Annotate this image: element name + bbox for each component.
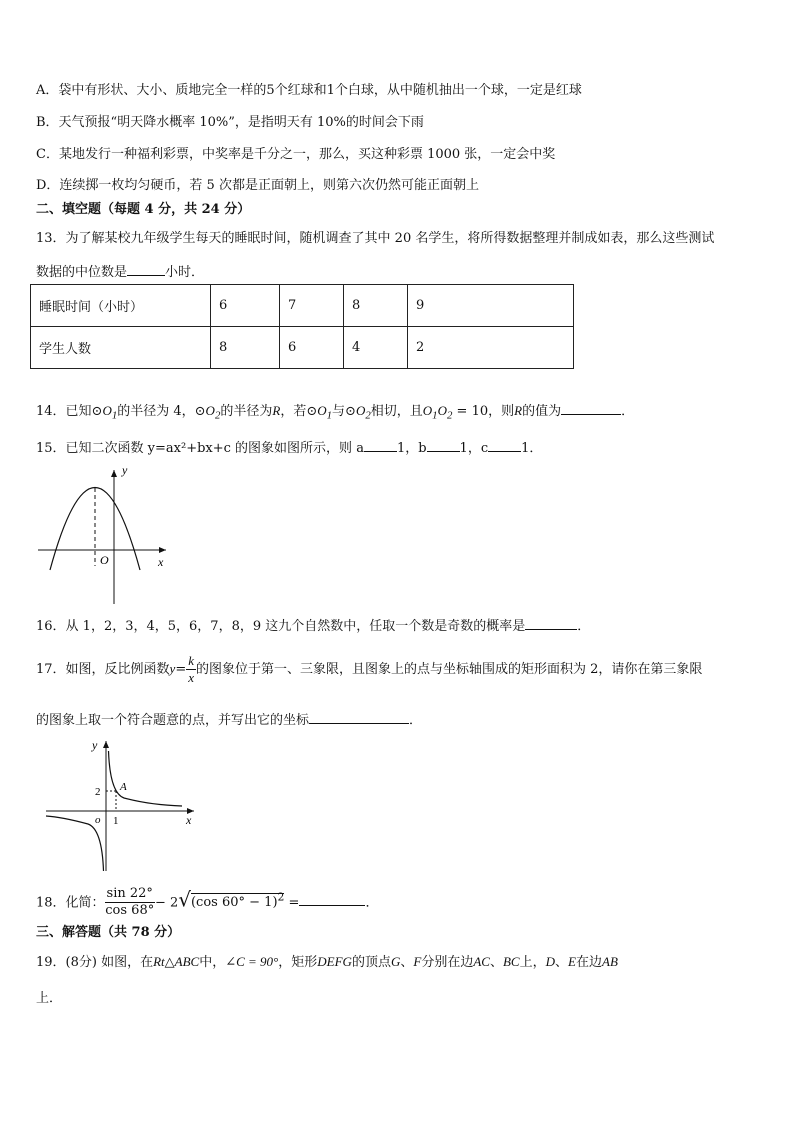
q14-math: O bbox=[205, 403, 215, 418]
table-cell: 2 bbox=[408, 327, 574, 369]
q14-text: 的半径为 bbox=[220, 404, 273, 419]
q16-text: 16．从 1，2，3，4，5，6，7，8，9 这九个自然数中，任取一个数是奇数的概率是 bbox=[36, 619, 526, 634]
q17-text: 的图象位于第一、三象限，且图象上的点与坐标轴围成的矩形面积为 2，请你在第三象限 bbox=[196, 662, 703, 677]
table-cell: 睡眠时间（小时） bbox=[31, 285, 211, 327]
table-cell: 学生人数 bbox=[31, 327, 211, 369]
q14-text: 的值为 bbox=[522, 404, 562, 419]
q16-answer-blank[interactable] bbox=[525, 616, 577, 630]
q14-math: O bbox=[437, 403, 447, 418]
q14-text: ，若⊙ bbox=[280, 404, 318, 419]
origin-label: O bbox=[100, 553, 109, 567]
sleep-table bbox=[30, 284, 574, 369]
q17-line1 bbox=[36, 653, 702, 686]
q17-fraction bbox=[186, 653, 196, 686]
table-cell: 8 bbox=[344, 285, 408, 327]
q19-line2: 上． bbox=[36, 991, 63, 1006]
q19-text: 、 bbox=[400, 955, 414, 970]
q19-text: 中， bbox=[199, 955, 226, 970]
q14-text: 的半径为 4，⊙ bbox=[117, 404, 206, 419]
q14-math: O bbox=[102, 403, 112, 418]
q17-x: x bbox=[188, 670, 195, 685]
q14-text: 14．已知⊙ bbox=[36, 404, 103, 419]
q17-line2 bbox=[36, 710, 422, 730]
q19-text: 、 bbox=[555, 955, 569, 970]
q14-line bbox=[36, 401, 634, 425]
point-a-label: A bbox=[120, 781, 127, 793]
table-cell: 4 bbox=[344, 327, 408, 369]
q14-eq: = 10 bbox=[452, 404, 489, 419]
q17-answer-blank[interactable] bbox=[309, 710, 409, 724]
table-row bbox=[31, 327, 574, 369]
q13-line1: 13．为了解某校九年级学生每天的睡眠时间，随机调查了其中 20 名学生，将所得数据整理并制成如表，那么这些测试 bbox=[36, 231, 715, 246]
q19-text: 分别在边 bbox=[421, 955, 474, 970]
q18-text: = bbox=[284, 895, 300, 911]
q18-line bbox=[36, 880, 378, 921]
q14-answer-blank[interactable] bbox=[561, 401, 621, 415]
q19-math: AC bbox=[473, 954, 490, 969]
q19-math: G bbox=[390, 954, 401, 969]
q18-answer-blank[interactable] bbox=[299, 892, 365, 906]
x-axis-label: x bbox=[158, 555, 164, 569]
q18-fraction bbox=[105, 886, 155, 919]
q15-blank-c[interactable] bbox=[488, 438, 521, 452]
q18-denominator: cos 68° bbox=[105, 903, 155, 919]
q14-math: O bbox=[422, 403, 433, 418]
section3-title: 三、解答题（共 78 分） bbox=[36, 925, 181, 940]
q15-text: 1，b bbox=[396, 441, 427, 456]
q14-sub: 2 bbox=[365, 409, 371, 422]
q14-text: 相切，且 bbox=[370, 404, 423, 419]
q17-text: 17．如图，反比例函数 bbox=[36, 662, 170, 677]
q19-math: D bbox=[545, 954, 556, 969]
q19-text: 在边 bbox=[575, 955, 602, 970]
q18-text: − 2 bbox=[154, 895, 179, 911]
q14-text: ． bbox=[621, 404, 635, 419]
q17-eq: = bbox=[175, 662, 187, 677]
q19-text: 的顶点 bbox=[351, 955, 391, 970]
q15-blank-a[interactable] bbox=[364, 438, 397, 452]
q14-sub: 1 bbox=[326, 409, 333, 422]
q18-numerator: sin 22° bbox=[106, 886, 153, 902]
q14-math: O bbox=[355, 403, 366, 418]
q13-answer-blank[interactable] bbox=[127, 262, 165, 276]
q19-text: 、 bbox=[489, 955, 503, 970]
q17-math: y bbox=[169, 661, 176, 676]
table-cell: 6 bbox=[211, 285, 280, 327]
q14-math: R bbox=[272, 403, 281, 418]
origin-label: o bbox=[95, 814, 101, 826]
option-d: D．连续掷一枚均匀硬币，若 5 次都是正面朝上，则第六次仍然可能正面朝上 bbox=[36, 178, 479, 193]
q14-sub: 1 bbox=[432, 409, 438, 422]
y-axis-label: y bbox=[122, 463, 128, 477]
q13-line2 bbox=[36, 262, 204, 282]
q14-math: O bbox=[317, 403, 327, 418]
q14-sub: 1 bbox=[111, 409, 118, 422]
q14-text: 与⊙ bbox=[332, 404, 356, 419]
hyperbola-graph bbox=[40, 735, 200, 875]
q15-text: 1，c bbox=[459, 441, 489, 456]
q18-radicand bbox=[191, 893, 284, 910]
q17-k: k bbox=[188, 653, 195, 668]
q16-line bbox=[36, 616, 590, 636]
q18-text: ． bbox=[365, 895, 379, 911]
q19-text: 上， bbox=[519, 955, 546, 970]
q17-text: 的图象上取一个符合题意的点，并写出它的坐标 bbox=[36, 713, 310, 728]
q14-sub: 2 bbox=[214, 409, 221, 422]
table-cell: 7 bbox=[280, 285, 344, 327]
q15-blank-b[interactable] bbox=[427, 438, 460, 452]
q14-math: R bbox=[514, 403, 523, 418]
q14-text: ，则 bbox=[488, 404, 515, 419]
option-c: C．某地发行一种福利彩票，中奖率是千分之一，那么，买这种彩票 1000 张，一定会中奖 bbox=[36, 147, 556, 162]
q13-text-a: 数据的中位数是 bbox=[36, 265, 128, 280]
q19-math: AB bbox=[602, 954, 618, 969]
q19-text: ，矩形 bbox=[278, 955, 318, 970]
section2-title: 二、填空题（每题 4 分，共 24 分） bbox=[36, 202, 251, 217]
tick-label-1: 1 bbox=[113, 815, 119, 827]
q14-sub: 2 bbox=[446, 409, 453, 422]
table-cell: 9 bbox=[408, 285, 574, 327]
q19-math: F bbox=[413, 954, 422, 969]
q18-radicand-text: (cos 60° − 1) bbox=[190, 895, 278, 911]
q13-text-b: 小时． bbox=[165, 265, 205, 280]
tick-label-2: 2 bbox=[95, 786, 101, 798]
q19-math: Rt△ABC bbox=[153, 954, 200, 969]
y-axis-label: y bbox=[92, 738, 98, 752]
parabola-graph bbox=[34, 460, 174, 610]
q16-text: ． bbox=[577, 619, 591, 634]
table-cell: 6 bbox=[280, 327, 344, 369]
q15-text: 15．已知二次函数 y=ax²+bx+c 的图象如图所示，则 a bbox=[36, 441, 364, 456]
q15-text: 1． bbox=[521, 441, 543, 456]
option-b: B．天气预报“明天降水概率 10%”，是指明天有 10%的时间会下雨 bbox=[36, 115, 424, 130]
table-row bbox=[31, 285, 574, 327]
q17-text: ． bbox=[409, 713, 423, 728]
q19-line1 bbox=[36, 953, 618, 972]
q19-math: ∠C = 90° bbox=[225, 954, 279, 969]
q18-sqrt-sign: √ bbox=[178, 887, 191, 912]
x-axis-label: x bbox=[186, 813, 192, 827]
q19-math: E bbox=[568, 954, 576, 969]
q19-math: DEFG bbox=[317, 954, 352, 969]
q15-line bbox=[36, 438, 542, 458]
q18-sup: 2 bbox=[277, 891, 285, 904]
q18-text: 18．化简： bbox=[36, 895, 105, 911]
table-cell: 8 bbox=[211, 327, 280, 369]
option-a: A．袋中有形状、大小、质地完全一样的5个红球和1个白球，从中随机抽出一个球，一定是红球 bbox=[36, 83, 582, 98]
q19-math: BC bbox=[502, 954, 520, 969]
q19-text: 19．(8分) 如图，在 bbox=[36, 955, 154, 970]
